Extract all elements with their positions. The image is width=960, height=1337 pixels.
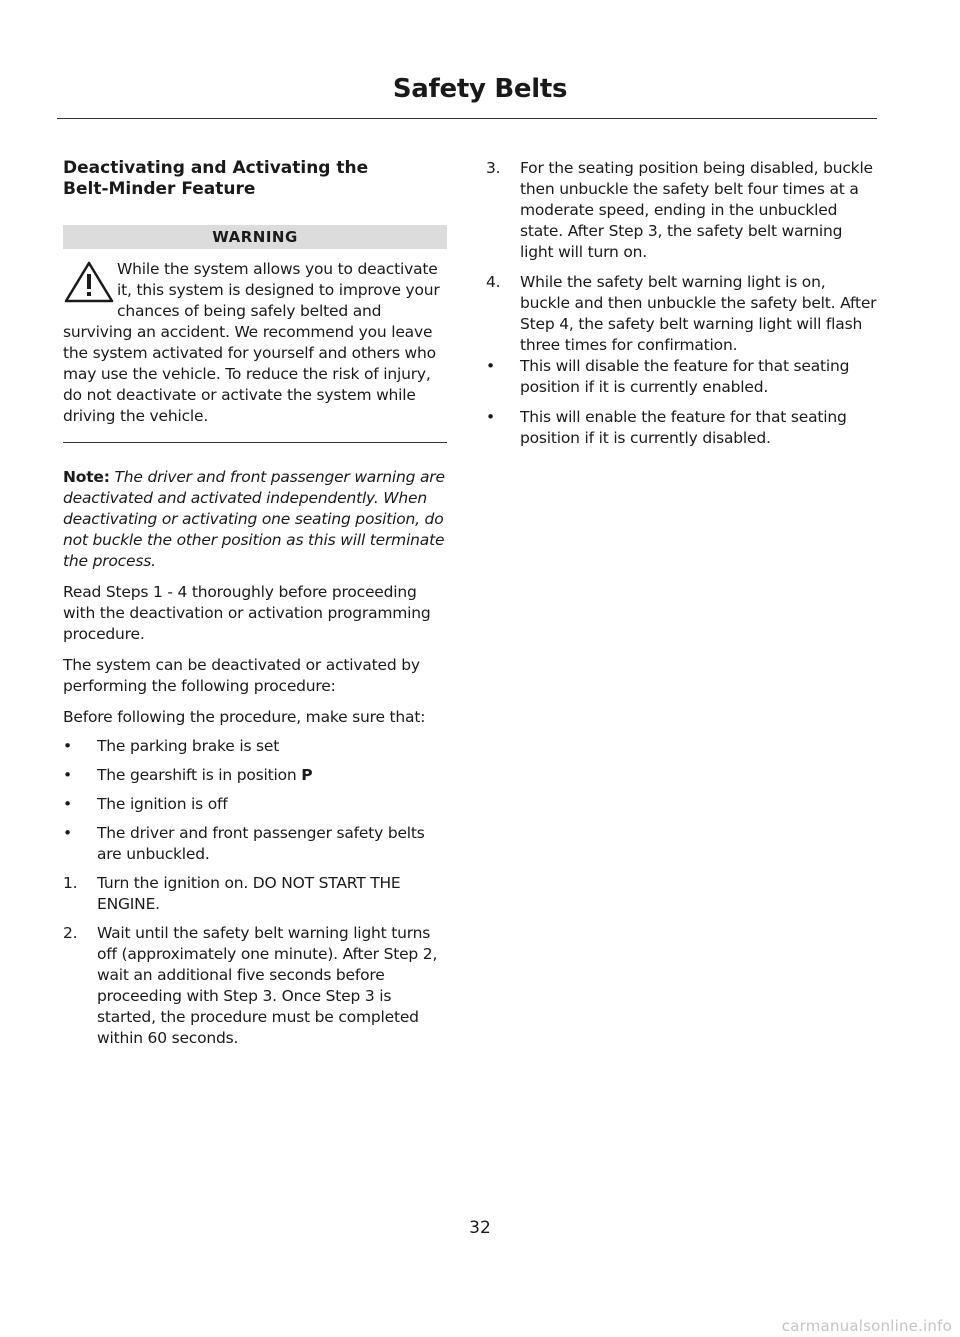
list-item (63, 823, 447, 865)
paragraph-procedure-intro: The system can be deactivated or activated by performing the following procedure: (63, 656, 420, 695)
step-text: Turn the ignition on. DO NOT START THE ENGINE. (97, 874, 401, 913)
list-item-text: This will enable the feature for that seating position if it is currently disabled. (520, 408, 847, 447)
step-item (486, 158, 878, 263)
step-number: 2. (63, 924, 78, 942)
step-item (486, 272, 878, 356)
steps-list-right (486, 158, 878, 356)
step-text: For the seating position being disabled, buckle then unbuckle the safety belt four times at a moderate speed, ending in the unbuckled state. After Step 3, the safety belt warning light will turn on. (520, 159, 873, 261)
step-number: 3. (486, 159, 501, 177)
step-item (63, 873, 447, 915)
step-text: While the safety belt warning light is on, buckle and then unbuckle the safety belt. After Step 4, the safety belt warning light will flash three times for confirmation. (520, 273, 877, 354)
list-item (63, 736, 447, 757)
note-label: Note: (63, 468, 110, 486)
gear-position-p: P (301, 766, 313, 784)
header-divider (57, 118, 877, 119)
step-number: 4. (486, 273, 501, 291)
list-item-text: This will disable the feature for that seating position if it is currently enabled. (520, 357, 850, 396)
right-column (486, 158, 878, 449)
list-item (63, 765, 447, 786)
section-heading: Deactivating and Activating the Belt-Minder Feature (63, 158, 369, 199)
result-list (486, 356, 878, 449)
note (63, 467, 447, 572)
warning-triangle-icon (63, 259, 115, 305)
warning-divider (63, 442, 447, 443)
bullet-marker: • (63, 824, 72, 842)
list-item-text: The ignition is off (97, 795, 228, 813)
paragraph-read-steps: Read Steps 1 - 4 thoroughly before proceeding with the deactivation or activation programming procedure. (63, 583, 431, 643)
list-item (63, 794, 447, 815)
paragraph-make-sure: Before following the procedure, make sure that: (63, 708, 426, 726)
list-item-text: The driver and front passenger safety belts are unbuckled. (97, 824, 425, 863)
bullet-marker: • (63, 737, 72, 755)
precheck-list (63, 736, 447, 865)
note-text: The driver and front passenger warning are deactivated and activated independently. When deactivating or activating one seating position, do not buckle the other position as this will terminate the process. (63, 468, 445, 570)
left-column (63, 158, 447, 1049)
bullet-marker: • (63, 795, 72, 813)
warning-label: WARNING (63, 225, 447, 249)
step-number: 1. (63, 874, 78, 892)
steps-list-left (63, 873, 447, 1049)
watermark: carmanualsonline.info (781, 1317, 952, 1335)
bullet-marker: • (486, 357, 495, 375)
warning-box (63, 225, 447, 443)
step-item (63, 923, 447, 1049)
bullet-marker: • (63, 766, 72, 784)
list-item (486, 407, 878, 449)
warning-text: While the system allows you to deactivate it, this system is designed to improve your chances of being safely belted and surviving an accident. We recommend you leave the system activated for yourself and others who may use the vehicle. To reduce the risk of injury, do not deactivate or activate the system while driving the vehicle. (63, 260, 440, 425)
list-item-text: The gearshift is in position (97, 766, 302, 784)
list-item (486, 356, 878, 398)
page-title: Safety Belts (392, 74, 568, 104)
bullet-marker: • (486, 408, 495, 426)
step-text: Wait until the safety belt warning light turns off (approximately one minute). After Step 2, wait an additional five seconds before proceeding with Step 3. Once Step 3 is started, the procedure must be completed within 60 seconds. (97, 924, 438, 1047)
list-item-text: The parking brake is set (97, 737, 280, 755)
page-number: 32 (469, 1218, 491, 1238)
warning-body (63, 259, 447, 427)
